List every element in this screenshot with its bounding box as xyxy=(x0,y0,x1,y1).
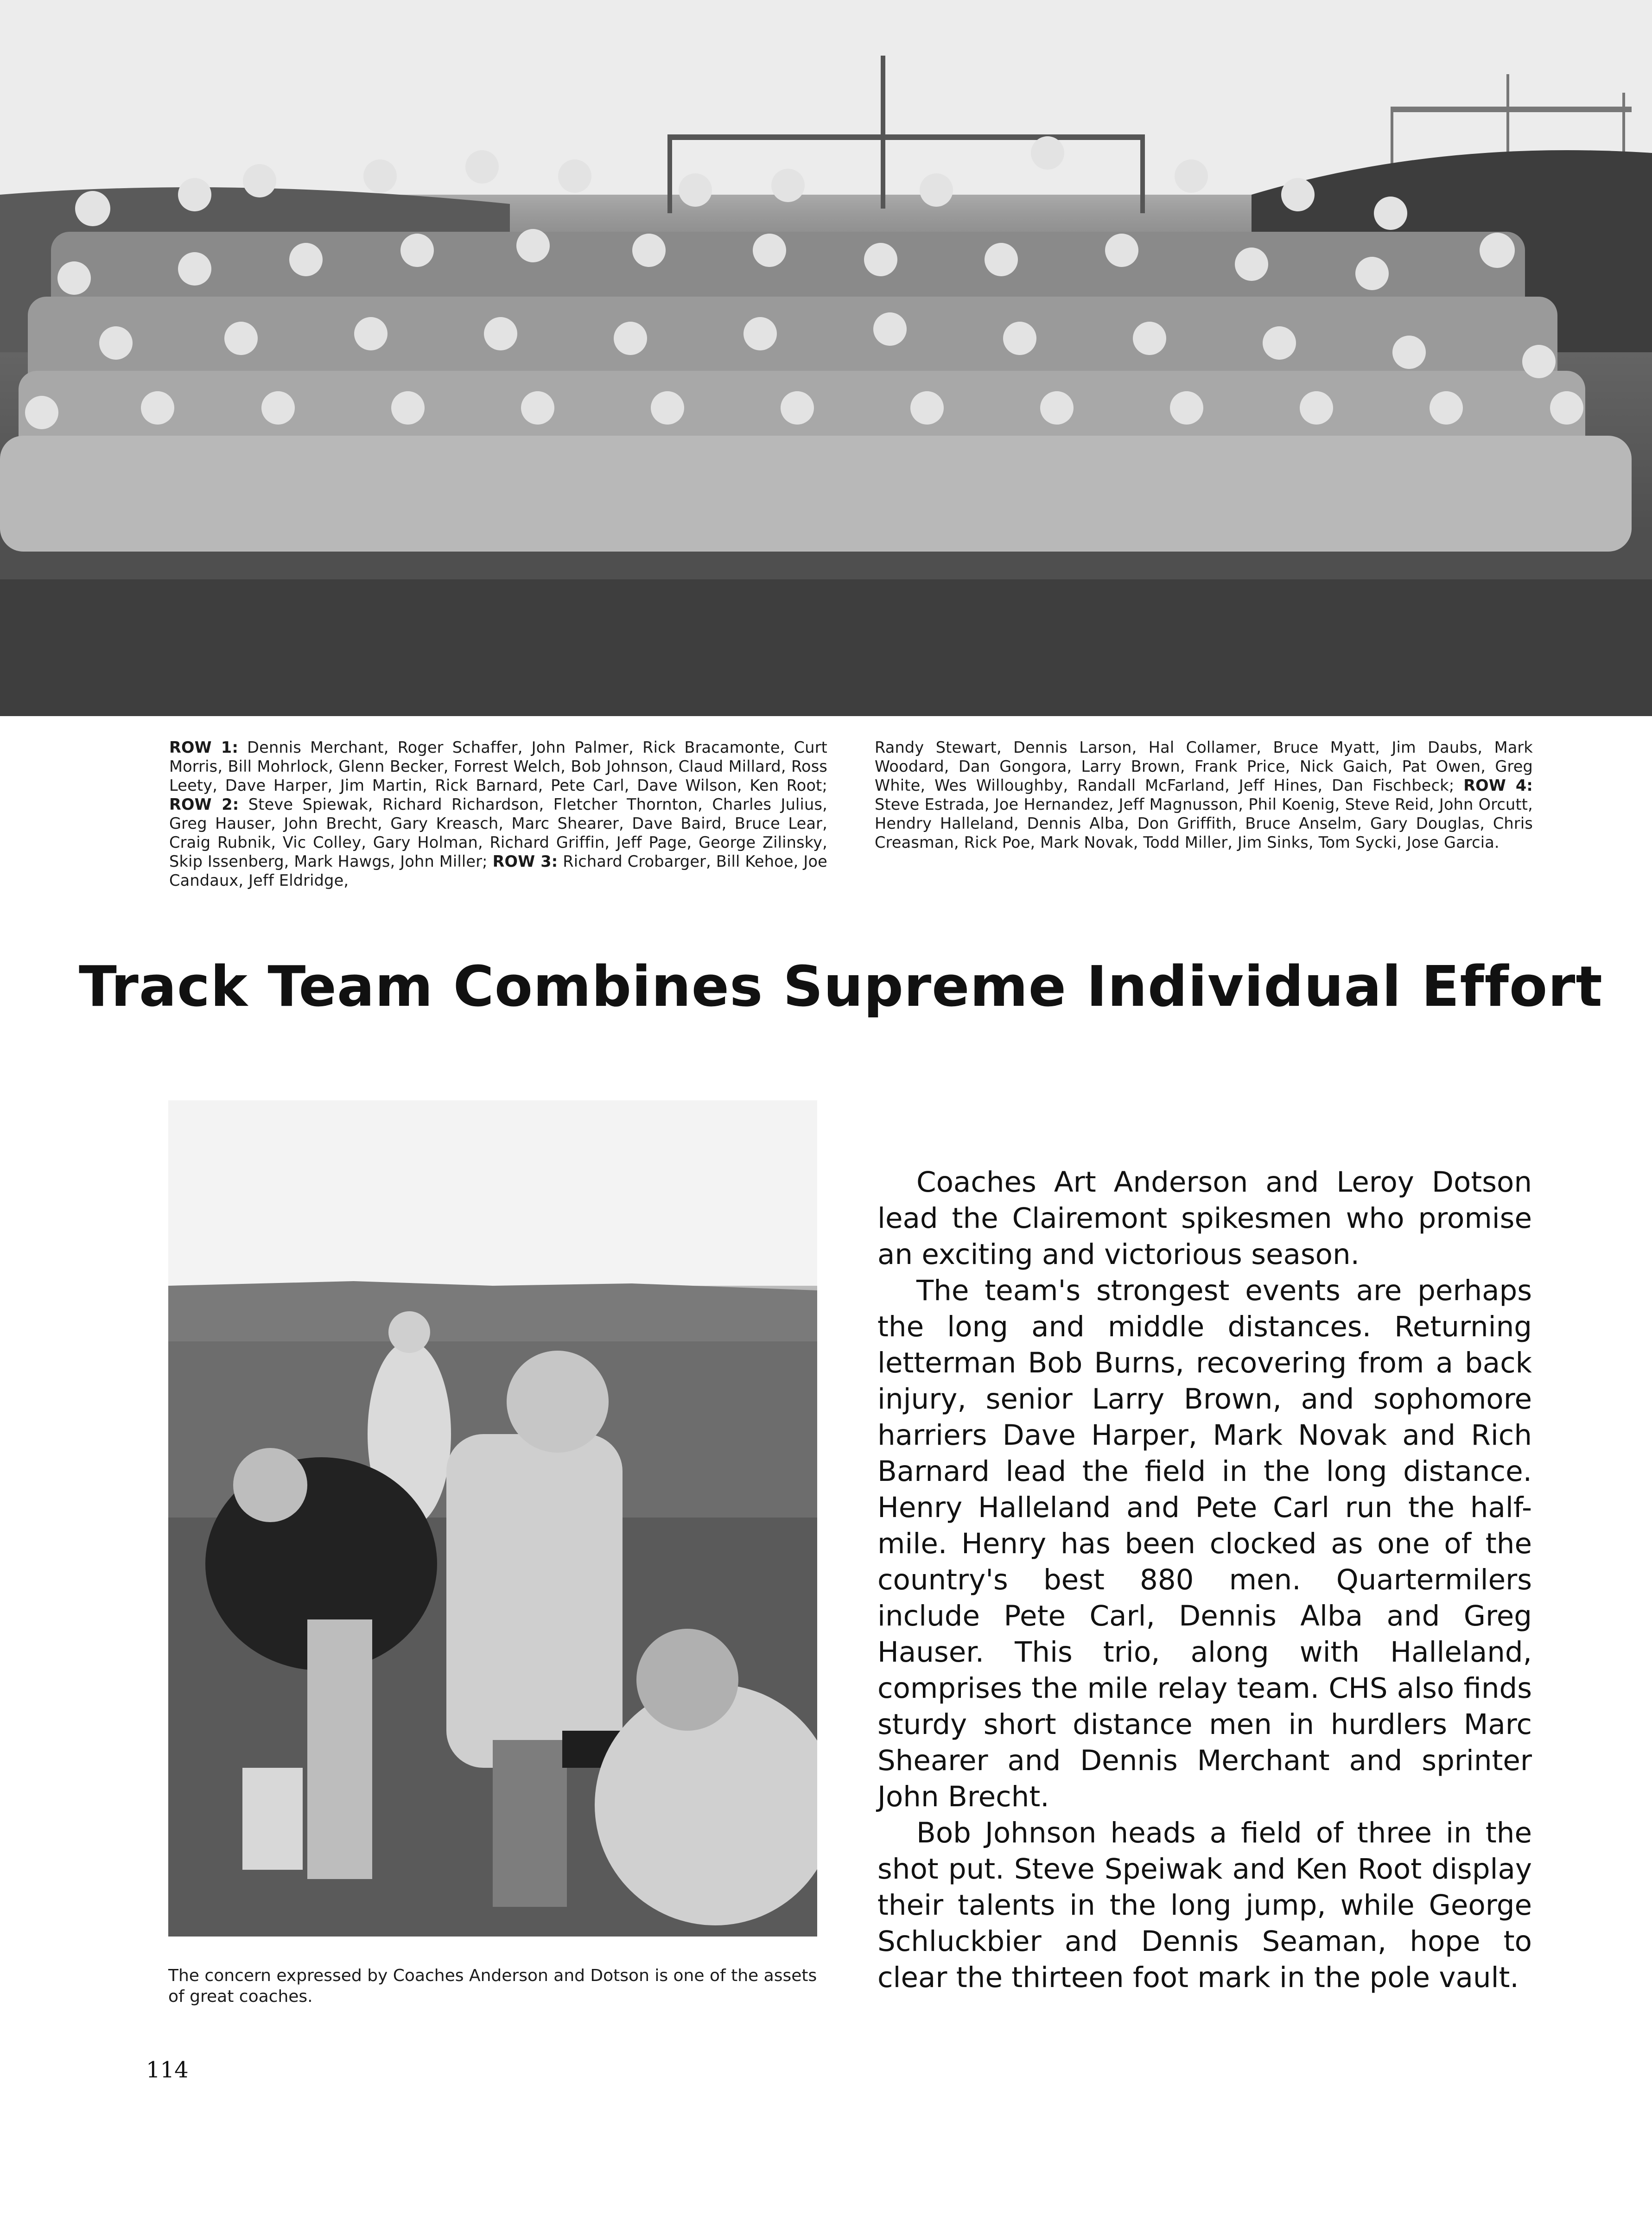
article-paragraph: The team's strongest events are perhaps the long and middle distances. Returning letterman Bob Burns, recovering from a back injury, senior Larry Brown, and sophomore harriers Dave Harper, Mark Novak and Rich Barnard lead the field in the long distance. Henry Halleland and Pete Carl run the half-mile. Henry has been clocked as one of the country's best 880 men. Quartermilers include Pete Carl, Dennis Alba and Greg Hauser. This trio, along with Halleland, comprises the mile relay team. CHS also finds sturdy short distance men in hurdlers Marc Shearer and Dennis Merchant and sprinter John Brecht. xyxy=(877,1274,1532,1813)
row-2-label: ROW 2: xyxy=(169,795,239,813)
coaches-photo-graphic xyxy=(168,1100,817,1937)
row-2-names: Steve Spiewak, Richard Richardson, Fletcher Thornton, Charles Julius, Greg Hauser, John Brecht, Gary Kreasch, Marc Shearer, Dave Baird, Bruce Lear, Craig Rubnik, Vic Colley, Gary Holman, Richard Griffin, Jeff Page, George Zilinsky, Skip Issenberg, Mark Hawgs, John Miller; xyxy=(169,795,827,870)
coaches-photo xyxy=(168,1100,817,1937)
row-1-label: ROW 1: xyxy=(169,738,239,756)
team-photo-graphic xyxy=(0,0,1652,716)
row-3-names-continued: Randy Stewart, Dennis Larson, Hal Collamer, Bruce Myatt, Jim Daubs, Mark Woodard, Dan Gongora, Larry Brown, Frank Price, Nick Gaich, Pat Owen, Greg White, Wes Willoughby, Randall McFarland, Jeff Hines, Dan Fischbeck; xyxy=(875,738,1533,794)
row-4-label: ROW 4: xyxy=(1463,776,1533,794)
article-paragraph: Bob Johnson heads a field of three in the shot put. Steve Speiwak and Ken Root display their talents in the long jump, while George Schluckbier and Dennis Seaman, hope to clear the thirteen foot mark in the pole vault. xyxy=(877,1816,1532,1994)
article-paragraph: Coaches Art Anderson and Leroy Dotson lead the Clairemont spikesmen who promise an exciting and victorious season. xyxy=(877,1166,1532,1271)
row-3-label: ROW 3: xyxy=(492,852,558,870)
article-body xyxy=(877,1164,1532,1996)
roster-caption-right xyxy=(875,738,1533,852)
row-1-names: Dennis Merchant, Roger Schaffer, John Palmer, Rick Bracamonte, Curt Morris, Bill Mohrlock, Glenn Becker, Forrest Welch, Bob Johnson, Claud Millard, Ross Leety, Dave Harper, Jim Martin, Rick Barnard, Pete Carl, Dave Wilson, Ken Root; xyxy=(169,738,828,794)
row-3-names: Richard Crobarger, Bill Kehoe, Joe Candaux, Jeff Eldridge, xyxy=(169,852,827,889)
row-4-names: Steve Estrada, Joe Hernandez, Jeff Magnusson, Phil Koenig, Steve Reid, John Orcutt, Hendry Halleland, Dennis Alba, Don Griffith, Bruce Anselm, Gary Douglas, Chris Creasman, Rick Poe, Mark Novak, Todd Miller, Jim Sinks, Tom Sycki, Jose Garcia. xyxy=(875,795,1533,851)
page-number: 114 xyxy=(146,2057,189,2083)
team-photo xyxy=(0,0,1652,716)
headline: Track Team Combines Supreme Individual Effort xyxy=(79,955,1603,1019)
roster-caption-left xyxy=(169,738,827,890)
photo-caption: The concern expressed by Coaches Anderson and Dotson is one of the assets of great coaches. xyxy=(168,1966,817,2006)
